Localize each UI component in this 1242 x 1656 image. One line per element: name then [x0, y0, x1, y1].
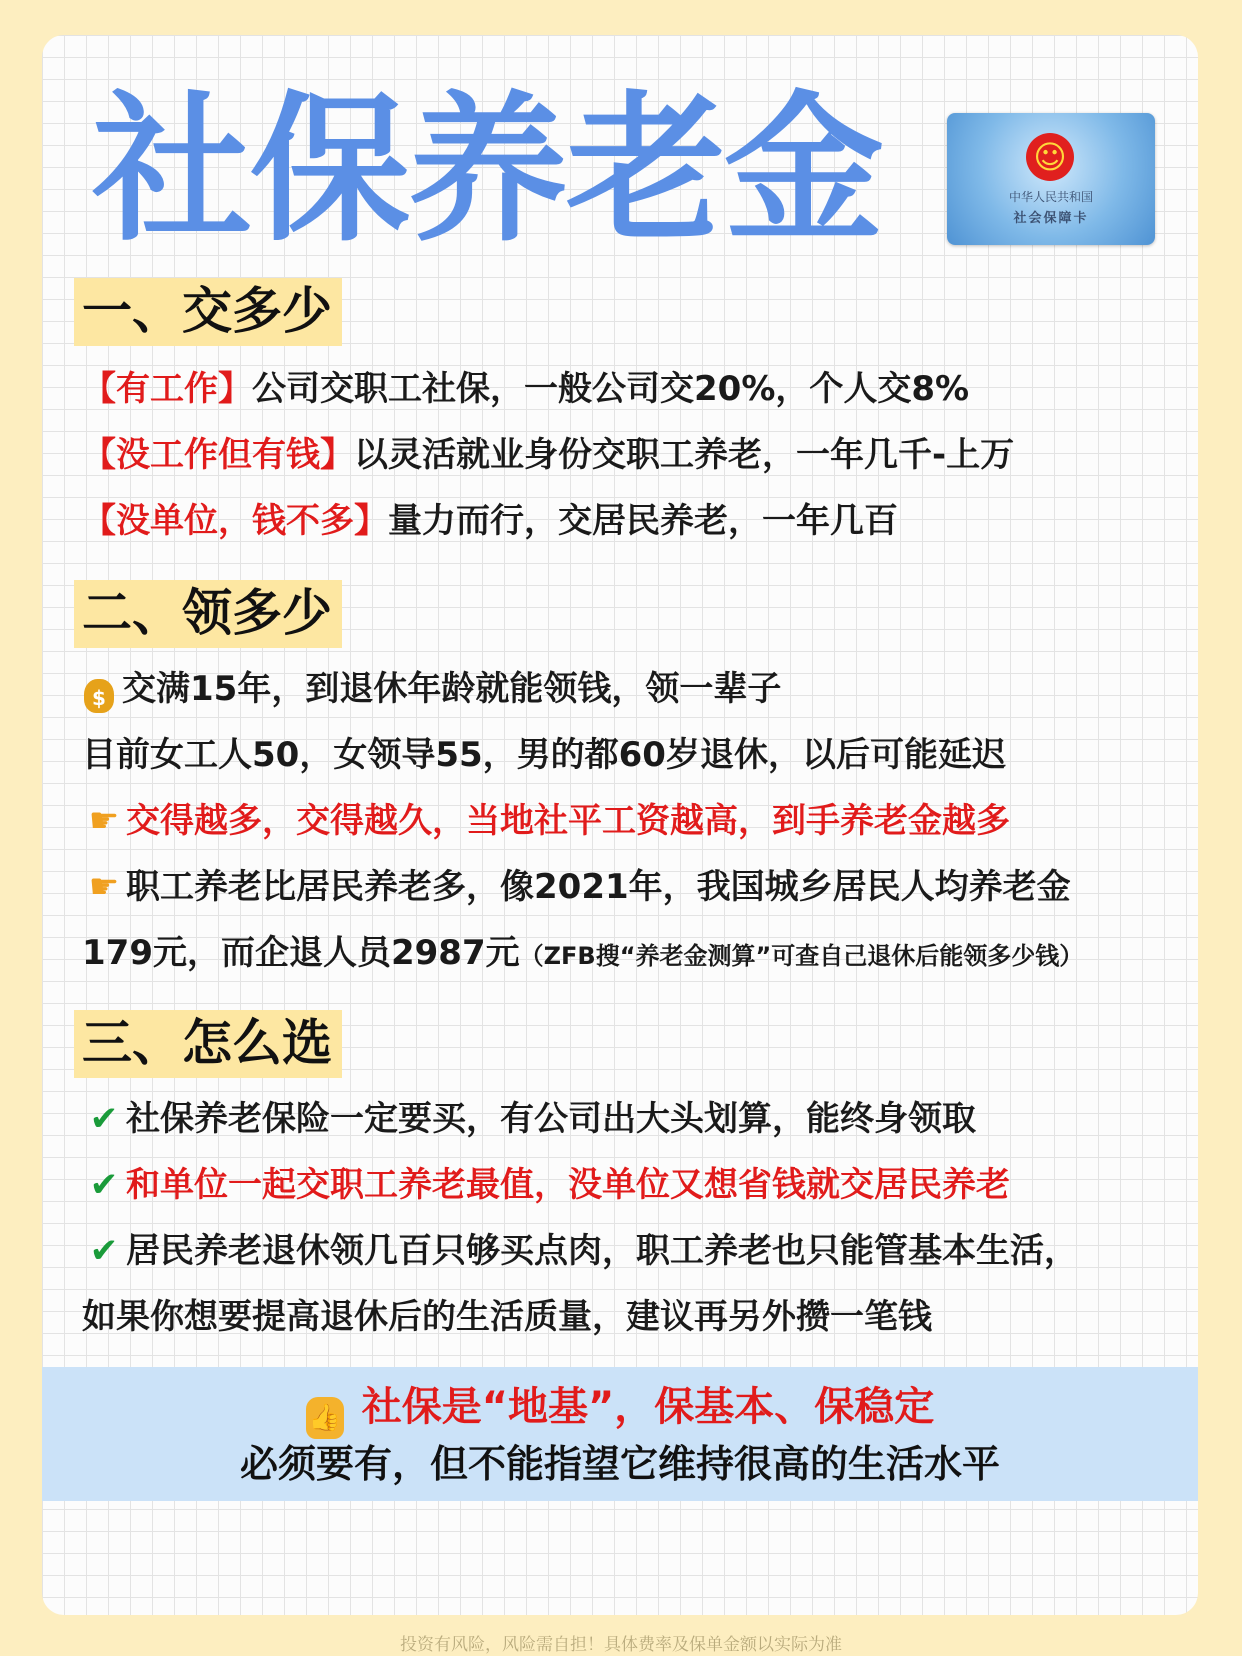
pointing-hand-icon: ☛: [88, 801, 120, 841]
line-text: 社保养老保险一定要买，有公司出大头划算，能终身领取: [126, 1099, 976, 1139]
section3-line: [82, 1229, 1162, 1273]
pointing-hand-icon: ☛: [88, 867, 120, 907]
card-country-text: 中华人民共和国: [1008, 190, 1093, 204]
money-bag-icon: $: [84, 679, 114, 713]
row-tag: 【没工作但有钱】: [82, 435, 354, 475]
banner-headline: [42, 1381, 1198, 1439]
section2-line: [82, 667, 1162, 713]
line-text: 交得越多，交得越久，当地社平工资越高，到手养老金越多: [126, 801, 1010, 841]
section1-row: [82, 433, 1162, 477]
section3-line: [82, 1097, 1162, 1141]
line-text: 职工养老比居民养老多，像2021年，我国城乡居民人均养老金: [126, 867, 1071, 907]
check-icon: ✔: [89, 1099, 119, 1139]
section2-line: 目前女工人50，女领导55，男的都60岁退休，以后可能延迟: [82, 735, 1006, 775]
card-name-text: 社会保障卡: [1013, 211, 1089, 226]
section3-line: 如果你想要提高退休后的生活质量，建议再另外攒一笔钱: [82, 1297, 932, 1337]
row-text: 以灵活就业身份交职工养老，一年几千-上万: [354, 435, 1015, 475]
row-tag: 【有工作】: [82, 369, 252, 409]
section3-heading: 三、怎么选: [74, 1010, 342, 1078]
banner-subline: 必须要有，但不能指望它维持很高的生活水平: [239, 1442, 1000, 1486]
section2-heading: 二、领多少: [74, 580, 342, 648]
section1-row: [82, 499, 1162, 543]
content-card: [42, 35, 1198, 1615]
thumbs-up-icon: 👍: [306, 1397, 344, 1439]
line-text: 和单位一起交职工养老最值，没单位又想省钱就交居民养老: [126, 1165, 1010, 1205]
row-text: 公司交职工社保，一般公司交20%，个人交8%: [252, 369, 970, 409]
check-icon: ✔: [89, 1231, 119, 1271]
emblem-icon: ☺: [1026, 133, 1074, 181]
section1-row: [82, 367, 1162, 411]
check-icon: ✔: [89, 1165, 119, 1205]
line-text: 交满15年，到退休年龄就能领钱，领一辈子: [122, 669, 782, 709]
section2-line: [82, 799, 1162, 843]
page-title: 社保养老金: [92, 76, 883, 263]
row-tag: 【没单位，钱不多】: [82, 501, 388, 541]
line-text: 179元，而企退人员2987元: [82, 933, 520, 973]
social-security-card-image: [947, 113, 1155, 245]
section2-line: [82, 931, 1162, 978]
disclaimer-text: 投资有风险，风险需自担！具体费率及保单金额以实际为准: [400, 1635, 842, 1655]
note-text: （ZFB搜“养老金测算”可查自己退休后能领多少钱）: [519, 942, 1084, 970]
banner-headline-text: 社保是“地基”，保基本、保稳定: [361, 1384, 935, 1430]
section2-line: [82, 865, 1162, 909]
section3-line: [82, 1163, 1162, 1207]
section1-heading: 一、交多少: [74, 278, 342, 346]
row-text: 量力而行，交居民养老，一年几百: [388, 501, 898, 541]
summary-banner: [42, 1367, 1198, 1501]
line-text: 居民养老退休领几百只够买点肉，职工养老也只能管基本生活，: [126, 1231, 1078, 1271]
